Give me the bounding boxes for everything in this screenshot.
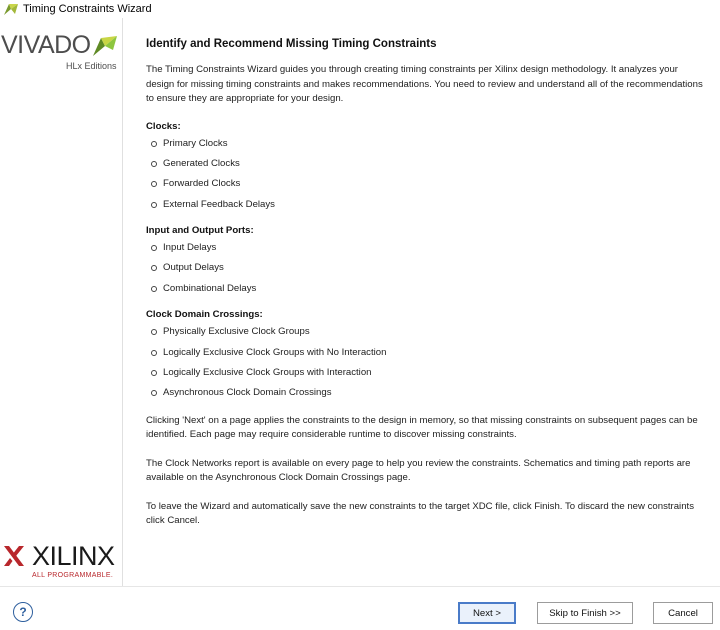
title-bar — [0, 0, 720, 18]
xilinx-logo — [0, 540, 123, 590]
leave-info-paragraph: To leave the Wizard and automatically save the new constraints to the target XDC file, click Finish. To discard the new constraints click Cancel. — [146, 500, 694, 527]
section-title: Clock Domain Crossings: — [146, 309, 263, 321]
list-item-label: Asynchronous Clock Domain Crossings — [163, 387, 332, 399]
list-item — [146, 158, 706, 178]
vivado-edition: HLx Editions — [66, 61, 117, 71]
vivado-leaf-icon — [91, 34, 119, 58]
bullet-circle-icon — [151, 390, 157, 396]
bullet-circle-icon — [151, 329, 157, 335]
bullet-list — [146, 326, 706, 408]
list-item — [146, 199, 706, 219]
vivado-logo — [0, 30, 123, 90]
list-item-label: Forwarded Clocks — [163, 178, 241, 190]
bullet-circle-icon — [151, 286, 157, 292]
skip-to-finish-button[interactable]: Skip to Finish >> — [537, 602, 633, 624]
section-clock-domain-crossings — [146, 309, 706, 408]
bullet-circle-icon — [151, 181, 157, 187]
next-button[interactable]: Next > — [458, 602, 516, 624]
list-item-label: Combinational Delays — [163, 282, 257, 294]
bullet-circle-icon — [151, 370, 157, 376]
section-clocks — [146, 121, 706, 220]
list-item — [146, 138, 706, 158]
xilinx-x-icon — [2, 544, 26, 568]
wizard-footer — [0, 586, 720, 630]
list-item — [146, 326, 706, 346]
list-item — [146, 387, 706, 407]
vivado-wordmark: VIVADO — [1, 31, 91, 59]
list-item-label: Generated Clocks — [163, 157, 240, 169]
list-item — [146, 178, 706, 198]
page-title: Identify and Recommend Missing Timing Constraints — [146, 38, 437, 50]
wizard-app-icon — [3, 2, 19, 16]
list-item — [146, 283, 706, 303]
bullet-circle-icon — [151, 141, 157, 147]
bullet-circle-icon — [151, 350, 157, 356]
window-title: Timing Constraints Wizard — [23, 3, 152, 15]
bullet-circle-icon — [151, 245, 157, 251]
list-item — [146, 262, 706, 282]
next-info-paragraph: Clicking 'Next' on a page applies the constraints to the design in memory, so that missing constraints on subsequent pages can be identified. Each page may require considerable runtime to discover missing constraints. — [146, 414, 698, 441]
list-item-label: Primary Clocks — [163, 137, 228, 149]
bullet-circle-icon — [151, 265, 157, 271]
wizard-content — [146, 38, 706, 543]
list-item-label: Logically Exclusive Clock Groups with No Interaction — [163, 346, 387, 358]
xilinx-tagline: ALL PROGRAMMABLE. — [32, 572, 114, 579]
section-title: Clocks: — [146, 120, 181, 132]
reports-info-paragraph: The Clock Networks report is available on every page to help you review the constraints. Schematics and timing path reports are available on the Asynchronous Clock Domain Crossings page. — [146, 457, 691, 484]
xilinx-wordmark: XILINX — [32, 541, 115, 571]
list-item — [146, 367, 706, 387]
bullet-list — [146, 242, 706, 303]
help-button[interactable]: ? — [13, 602, 33, 622]
wizard-sidebar — [0, 18, 123, 586]
list-item — [146, 347, 706, 367]
list-item-label: Physically Exclusive Clock Groups — [163, 326, 310, 338]
bullet-circle-icon — [151, 161, 157, 167]
cancel-button[interactable]: Cancel — [653, 602, 713, 624]
section-title: Input and Output Ports: — [146, 225, 254, 237]
list-item — [146, 242, 706, 262]
bullet-list — [146, 138, 706, 220]
intro-paragraph: The Timing Constraints Wizard guides you through creating timing constraints per Xilinx design methodology. It analyzes your design for missing timing constraints and makes recommendations. You need to review and understand all of the recommendations to ensure they are appropriate for your design. — [146, 64, 703, 104]
list-item-label: External Feedback Delays — [163, 198, 275, 210]
list-item-label: Input Delays — [163, 242, 217, 254]
list-item-label: Logically Exclusive Clock Groups with Interaction — [163, 367, 372, 379]
section-io-ports — [146, 225, 706, 303]
list-item-label: Output Delays — [163, 262, 224, 274]
bullet-circle-icon — [151, 202, 157, 208]
